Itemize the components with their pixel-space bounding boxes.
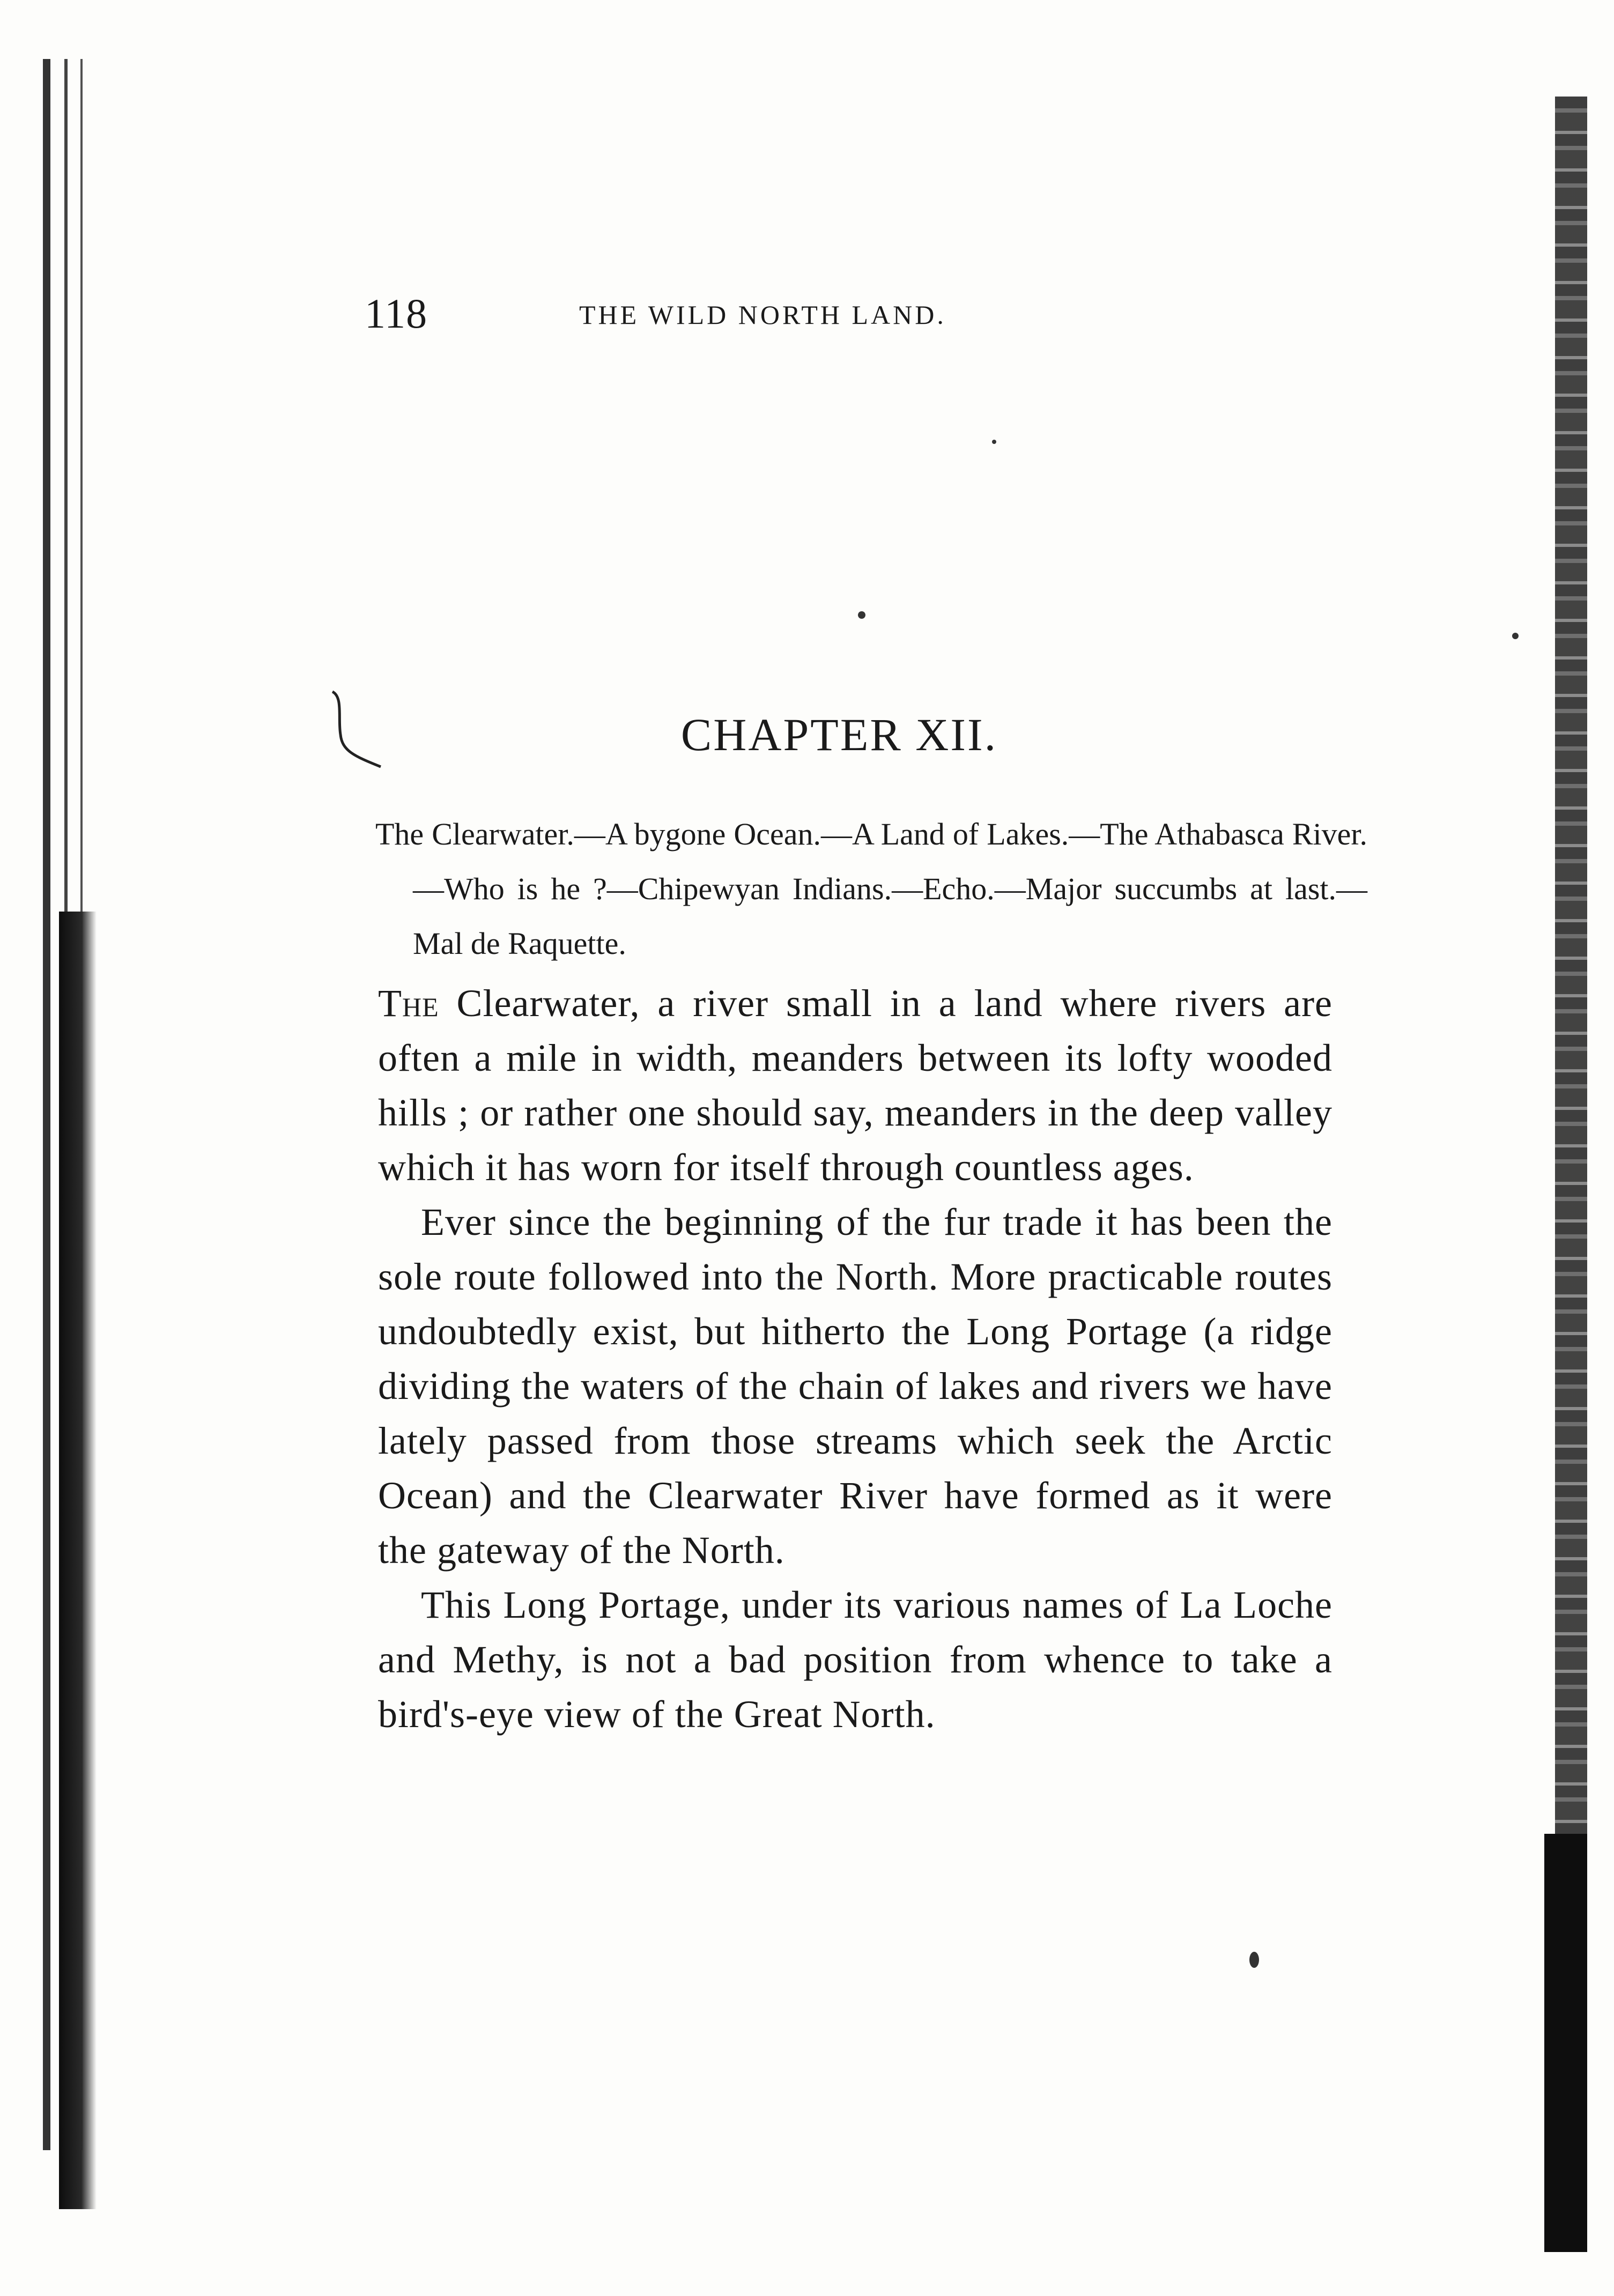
running-title: THE WILD NORTH LAND. (579, 300, 946, 330)
scan-speck (1512, 633, 1519, 639)
right-binding-shadow (1544, 1834, 1587, 2252)
chapter-synopsis: The Clearwater.—A bygone Ocean.—A Land of Lakes.—The Athabasca River.—Who is he ?—Chipewyan Indians.—Echo.—Major succumbs at last.—Mal de Raquette. (375, 817, 1367, 961)
page-number: 118 (365, 290, 428, 337)
chapter-title: CHAPTER XII. (680, 709, 998, 760)
left-binding-shadow (59, 912, 97, 2209)
paragraph-1-text: Clearwater, a river small in a land where rivers are often a mile in width, meanders between its lofty wooded hills ; or rather one should say, meanders in the deep valley which it has worn for itself through countless ages. (378, 982, 1332, 1189)
paragraph-2: Ever since the beginning of the fur trade it has been the sole route followed into the North. More practicable routes undoubtedly exist, but hitherto the Long Portage (a ridge dividing the waters of the chain of lakes and rivers we have lately passed from those streams which seek the Arctic Ocean) and the Clearwater River have formed as it were the gateway of the North. (378, 1201, 1332, 1572)
running-head (365, 290, 1062, 338)
body-text (378, 976, 1332, 1742)
paragraph-3: This Long Portage, under its various names of La Loche and Methy, is not a bad position from whence to take a bird's-eye view of the Great North. (378, 1583, 1332, 1736)
paragraph-1 (378, 976, 1332, 1195)
scan-speck (992, 440, 996, 444)
scan-speck (1249, 1952, 1259, 1968)
scan-speck (858, 611, 865, 619)
drop-lead: The (378, 982, 439, 1025)
